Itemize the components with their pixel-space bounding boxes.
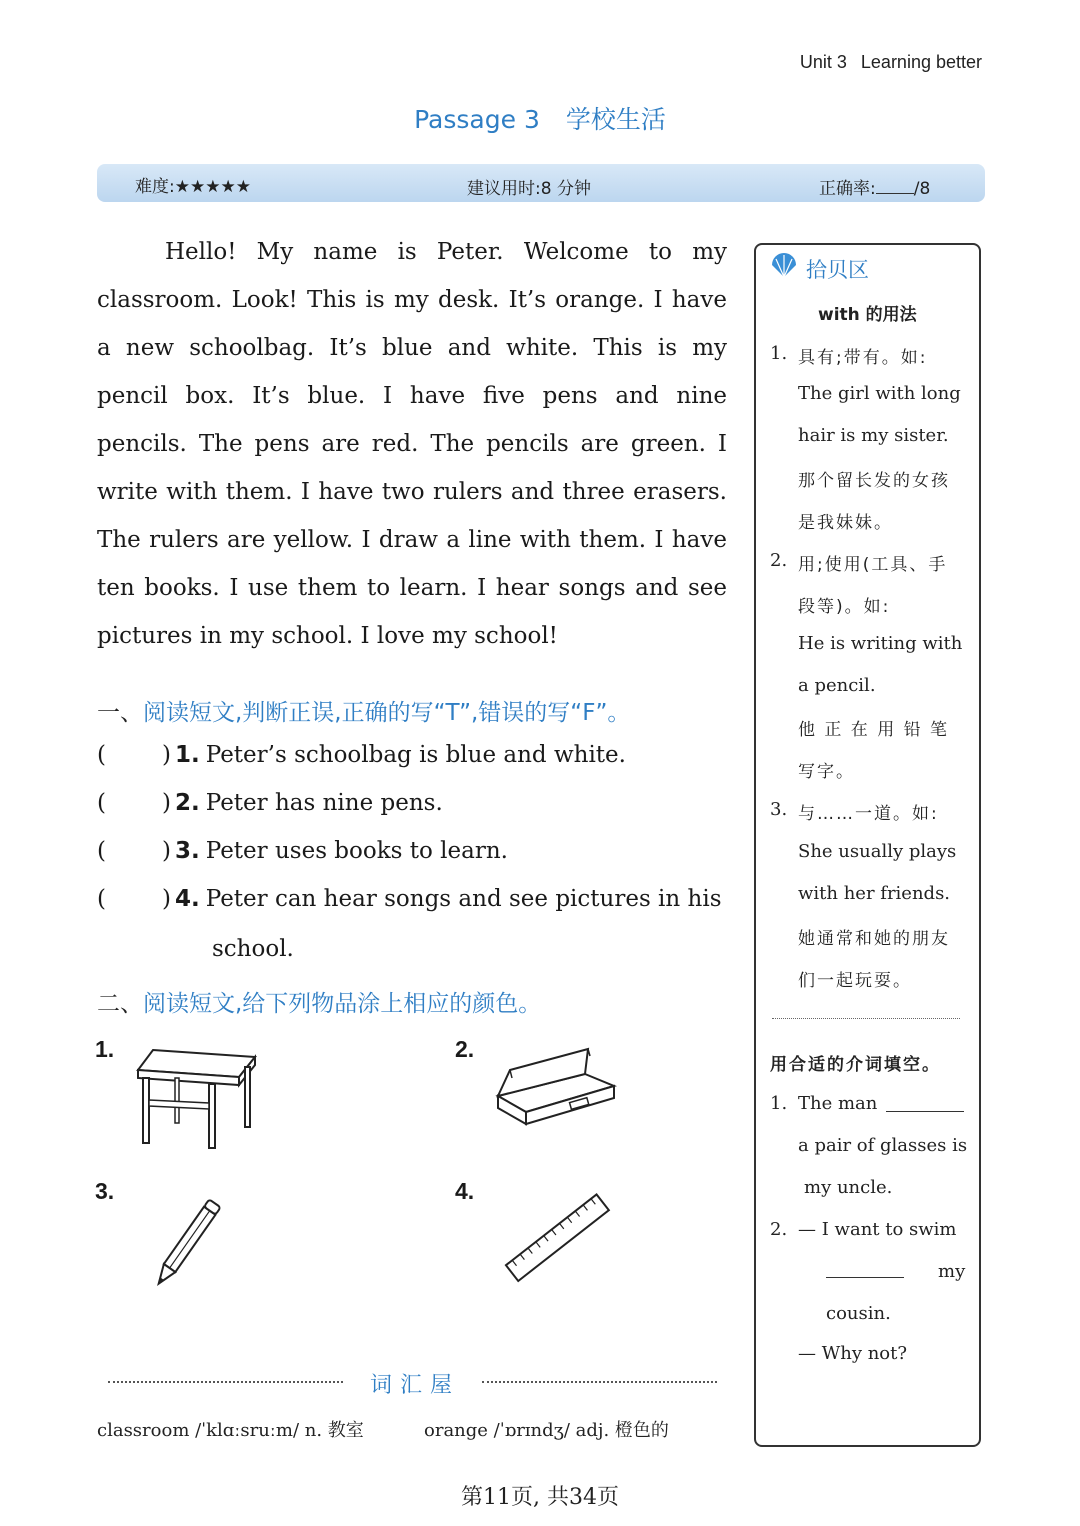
item-number: 1.	[95, 1036, 115, 1062]
accuracy-blank[interactable]	[876, 179, 914, 194]
section2-instruction: 阅读短文,给下列物品涂上相应的颜色。	[143, 991, 542, 1017]
example-line: 是我妹妹。	[798, 513, 893, 533]
question-3	[97, 838, 737, 864]
section1-prefix: 一、	[97, 700, 143, 726]
exercise-text: — I want to swim	[798, 1219, 957, 1240]
suggested-time: 建议用时:8 分钟	[467, 179, 591, 199]
unit-title: Learning better	[860, 52, 982, 72]
example-line: 那个留长发的女孩	[798, 471, 950, 491]
example-line: with her friends.	[798, 883, 951, 904]
example-line: 段等)。如:	[798, 597, 891, 617]
exercise-text: The man	[798, 1093, 878, 1114]
question-4-continued: school.	[212, 936, 294, 962]
point-cn: 用;使用(工具、手	[798, 555, 948, 575]
passage-number: Passage 3	[414, 105, 540, 134]
reading-passage	[97, 228, 727, 660]
question-text: Peter has nine pens.	[205, 790, 443, 816]
example-line: a pencil.	[798, 675, 876, 696]
accuracy-field	[819, 174, 930, 199]
vocab-entry-orange: orange /ˈɒrɪndʒ/ adj. 橙色的	[424, 1420, 669, 1441]
answer-blank-3[interactable]: ( )	[97, 838, 171, 864]
question-4	[97, 886, 737, 912]
answer-blank-4[interactable]: ( )	[97, 886, 171, 912]
example-line: 他 正 在 用 铅 笔	[798, 720, 950, 740]
ruler-icon[interactable]	[500, 1188, 615, 1288]
example-line: 写字。	[798, 762, 855, 782]
exercise-text: my	[938, 1261, 966, 1282]
pencil-icon[interactable]	[150, 1185, 240, 1290]
question-2	[97, 790, 737, 816]
exercise-number: 1.	[770, 1093, 788, 1114]
answer-blank-2[interactable]: ( )	[97, 790, 171, 816]
question-number: 2.	[175, 790, 200, 816]
question-number: 4.	[175, 886, 200, 912]
info-bar	[97, 164, 985, 202]
accuracy-total: /8	[913, 179, 931, 199]
unit-header	[800, 52, 982, 73]
shell-icon	[770, 253, 798, 279]
sidebar-heading: 拾贝区	[806, 258, 869, 282]
accuracy-label: 正确率:	[819, 179, 876, 199]
section2-heading	[97, 985, 541, 1018]
section1-instruction: 阅读短文,判断正误,正确的写“T”,错误的写“F”。	[143, 700, 631, 726]
question-text: Peter’s schoolbag is blue and white.	[205, 742, 626, 768]
item-number: 3.	[95, 1178, 115, 1204]
question-text: Peter can hear songs and see pictures in his	[205, 886, 722, 912]
exercise-number: 2.	[770, 1219, 788, 1240]
passage-topic: 学校生活	[565, 105, 666, 134]
point-number: 3.	[770, 799, 788, 820]
vocab-title: 词汇屋	[370, 1373, 461, 1398]
example-line: The girl with long	[798, 383, 961, 404]
point-number: 2.	[770, 550, 788, 571]
difficulty-rating: 难度:★★★★★	[135, 177, 251, 197]
example-line: 们一起玩耍。	[798, 971, 912, 991]
example-line: She usually plays	[798, 841, 957, 862]
exercise-blank-2[interactable]	[826, 1261, 904, 1278]
page-title	[0, 100, 1080, 136]
vocab-entry-classroom: classroom /ˈklɑːsruːm/ n. 教室	[97, 1420, 364, 1441]
question-number: 1.	[175, 742, 200, 768]
section2-prefix: 二、	[97, 991, 143, 1017]
exercise-text: my uncle.	[804, 1177, 893, 1198]
example-line: He is writing with	[798, 633, 963, 654]
point-cn: 与……一道。如:	[798, 804, 939, 824]
page-footer: 第11页, 共34页	[461, 1485, 619, 1510]
question-number: 3.	[175, 838, 200, 864]
passage-text: Hello! My name is Peter. Welcome to my classroom. Look! This is my desk. It’s orange. I have a new schoolbag. It’s blue and white. This is my pencil box. It’s blue. I have five pens and nine pencils. The pens are red. The pencils are green. I write with them. I have two rulers and three erasers. The rulers are yellow. I draw a line with them. I have ten books. I use them to learn. I hear songs and see pictures in my school. I love my school!	[97, 239, 727, 649]
example-line: 她通常和她的朋友	[798, 929, 950, 949]
question-1	[97, 742, 737, 768]
answer-blank-1[interactable]: ( )	[97, 742, 171, 768]
sidebar-divider	[772, 1018, 960, 1019]
exercise-text: — Why not?	[798, 1343, 908, 1364]
exercise-title: 用合适的介词填空。	[770, 1055, 941, 1075]
item-number: 4.	[455, 1178, 475, 1204]
desk-icon[interactable]	[135, 1045, 260, 1150]
question-text: Peter uses books to learn.	[205, 838, 508, 864]
exercise-text: a pair of glasses is	[798, 1135, 968, 1156]
sidebar-subtitle: with 的用法	[818, 305, 917, 325]
exercise-text: cousin.	[826, 1303, 891, 1324]
item-number: 2.	[455, 1036, 475, 1062]
point-number: 1.	[770, 343, 788, 364]
point-cn: 具有;带有。如:	[798, 348, 928, 368]
sidebar-panel	[754, 243, 981, 1447]
vocab-divider-right	[482, 1381, 717, 1383]
unit-number: Unit 3	[799, 52, 847, 72]
vocab-divider-left	[108, 1381, 343, 1383]
example-line: hair is my sister.	[798, 425, 949, 446]
pencil-box-icon[interactable]	[490, 1044, 620, 1129]
exercise-blank-1[interactable]	[886, 1095, 964, 1112]
section1-heading	[97, 694, 630, 727]
